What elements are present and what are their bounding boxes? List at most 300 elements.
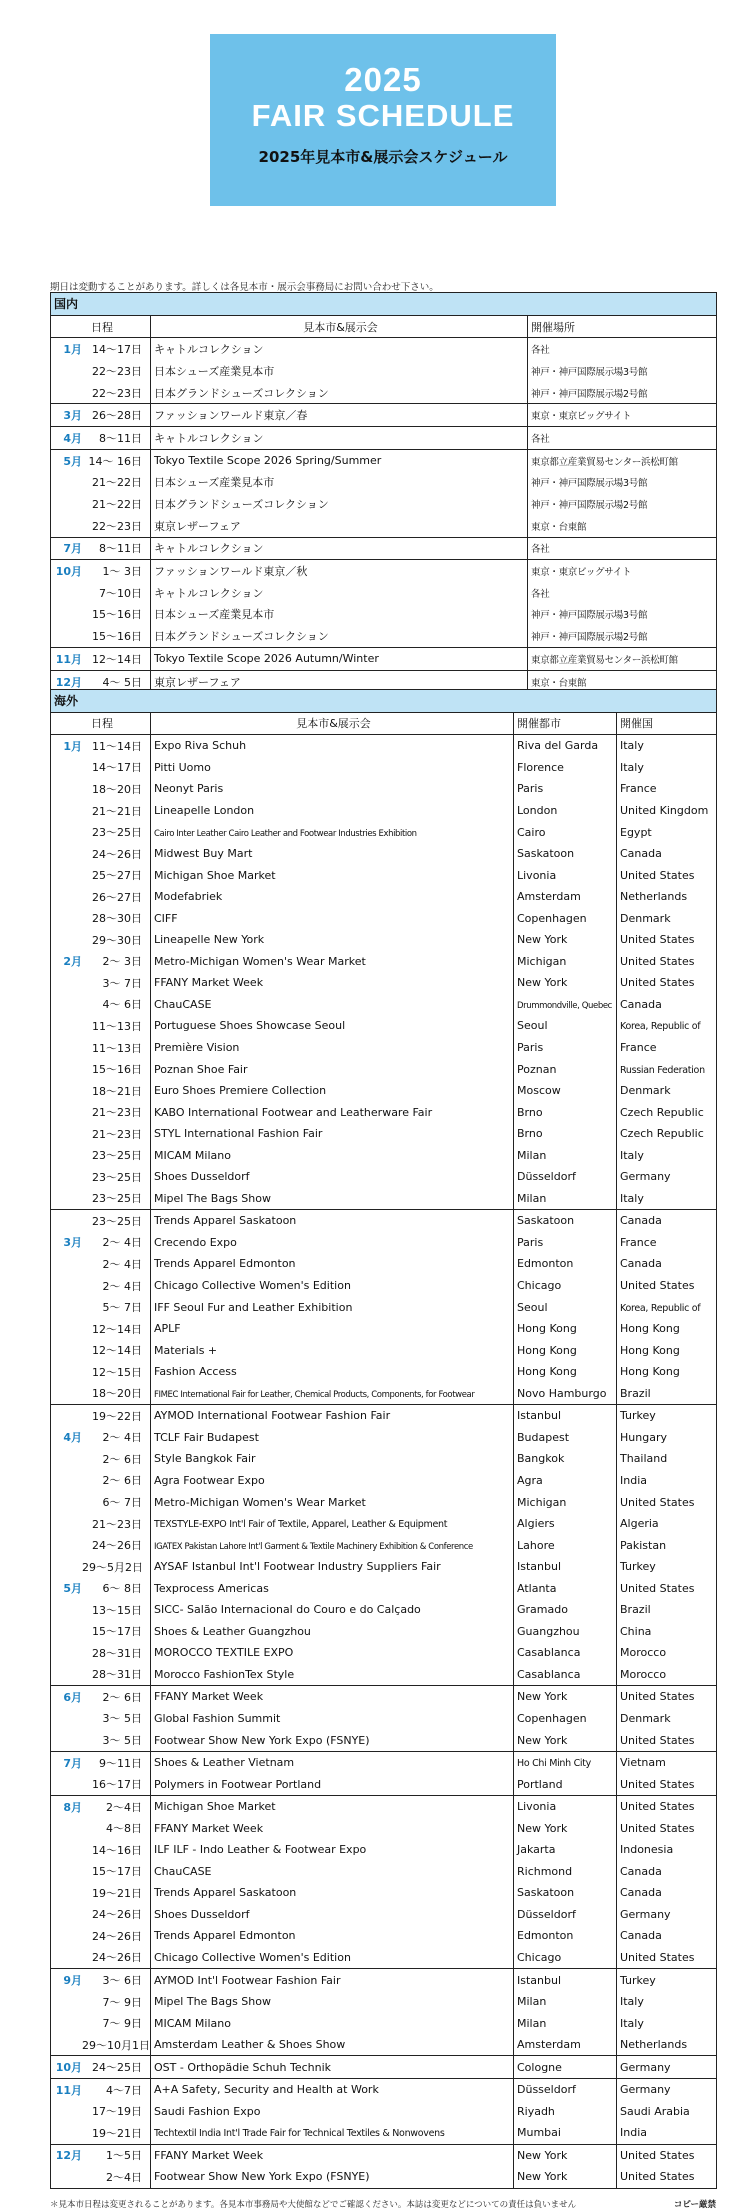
event-name-text: Lineapelle London [154, 804, 255, 817]
table-row [51, 1577, 717, 1599]
date-cell [51, 1188, 151, 1210]
country-text: Morocco [620, 1646, 667, 1660]
country [617, 1275, 717, 1297]
day-range: 21～22日 [92, 498, 142, 512]
day-range: 23～25日 [92, 826, 142, 840]
day-range: 26～28日 [92, 409, 142, 423]
city [514, 886, 617, 908]
venue [528, 472, 717, 494]
country [617, 778, 717, 800]
event-name-text: ChauCASE [154, 1864, 212, 1878]
date-cell [51, 1969, 151, 1991]
day-range: 15～17日 [92, 1625, 142, 1639]
event-name [151, 1253, 514, 1275]
day-range: 4～ 5日 [102, 675, 142, 689]
event-name [151, 493, 528, 515]
event-name-text: Cairo Inter Leather Cairo Leather and Footwear Industries Exhibition [154, 828, 417, 839]
table-row [51, 1123, 717, 1145]
city-text: Paris [517, 782, 544, 796]
country [617, 1729, 717, 1751]
city [514, 2079, 617, 2101]
country [617, 1188, 717, 1210]
event-name [151, 1491, 514, 1513]
country-text: Germany [620, 1907, 671, 1921]
venue-text: 東京・東京ビッグサイト [531, 411, 632, 423]
city-text: Milan [517, 2016, 547, 2030]
date-cell [51, 886, 151, 908]
month-label: 10月 [55, 565, 82, 579]
date-cell [51, 843, 151, 865]
day-range: 1～5日 [106, 2149, 142, 2163]
banner-title: FAIR SCHEDULE [251, 98, 515, 133]
country [617, 1621, 717, 1643]
city [514, 1427, 617, 1449]
date-cell [51, 1577, 151, 1599]
country-text: United States [620, 954, 695, 968]
table-row [51, 1534, 717, 1556]
event-name [151, 951, 514, 973]
country [617, 1232, 717, 1254]
city [514, 864, 617, 886]
date-cell [51, 929, 151, 951]
event-name [151, 1123, 514, 1145]
venue-text: 東京・東京ビッグサイト [531, 567, 632, 579]
city-text: Riva del Garda [517, 739, 599, 753]
event-name [151, 1470, 514, 1492]
banner-subtitle: 2025年見本市&展示会スケジュール [258, 148, 508, 166]
country-text: Canada [620, 997, 662, 1011]
table-row [51, 1405, 717, 1427]
day-range: 4～7日 [106, 2083, 142, 2097]
table-row [51, 1080, 717, 1102]
day-range: 3～ 5日 [102, 1734, 142, 1748]
day-range: 7～10日 [99, 586, 142, 600]
event-name-text: 日本シューズ産業見本市 [154, 364, 275, 378]
city-text: Michigan [517, 1495, 567, 1509]
date-cell [51, 1861, 151, 1883]
header-venue: 開催場所 [528, 315, 717, 338]
day-range: 12～15日 [92, 1365, 142, 1379]
footer [50, 2198, 716, 2210]
table-row [51, 1795, 717, 1817]
city [514, 1405, 617, 1427]
day-range: 4～ 6日 [102, 998, 142, 1012]
event-name [151, 1947, 514, 1969]
city-text: Livonia [517, 1800, 557, 1814]
city [514, 1577, 617, 1599]
city [514, 1318, 617, 1340]
city [514, 1339, 617, 1361]
date-cell [51, 1275, 151, 1297]
table-row [51, 427, 717, 450]
city [514, 1210, 617, 1232]
table-row [51, 382, 717, 404]
day-range: 28～31日 [92, 1646, 142, 1660]
table-row [51, 449, 717, 471]
event-name-text: MICAM Milano [154, 1148, 231, 1162]
city [514, 907, 617, 929]
day-range: 2～4日 [106, 1800, 142, 1814]
city-text: Gramado [517, 1603, 568, 1617]
country-text: Turkey [620, 1560, 656, 1574]
country [617, 1773, 717, 1795]
country [617, 1383, 717, 1405]
table-row [51, 560, 717, 582]
day-range: 11～14日 [92, 739, 142, 753]
event-name-text: Mipel The Bags Show [154, 1191, 271, 1205]
event-name-text: Neonyt Paris [154, 782, 224, 796]
country-text: Morocco [620, 1667, 667, 1681]
country-text: Pakistan [620, 1538, 667, 1552]
event-name-text: Metro-Michigan Women's Wear Market [154, 1495, 366, 1509]
event-name [151, 1861, 514, 1883]
venue-text: 各社 [531, 544, 550, 556]
city-text: Casablanca [517, 1667, 581, 1681]
event-name-text: Techtextil India Int'l Trade Fair for Technical Textiles & Nonwovens [154, 2128, 445, 2140]
day-range: 14～17日 [92, 343, 142, 357]
event-name [151, 994, 514, 1016]
country-text: United States [620, 933, 695, 947]
city [514, 1708, 617, 1730]
table-row [51, 1817, 717, 1839]
country-text: China [620, 1624, 652, 1638]
day-range: 11～13日 [92, 1041, 142, 1055]
day-range: 24～26日 [92, 1929, 142, 1943]
date-cell [51, 778, 151, 800]
city [514, 1491, 617, 1513]
event-name-text: Materials + [154, 1343, 218, 1357]
city-text: Hong Kong [517, 1343, 577, 1357]
city [514, 1795, 617, 1817]
date-cell [51, 864, 151, 886]
venue-text: 神戸・神戸国際展示場3号館 [531, 366, 648, 378]
table-row [51, 1642, 717, 1664]
event-name [151, 2144, 514, 2166]
event-name [151, 1080, 514, 1102]
city-text: New York [517, 1733, 568, 1747]
event-name [151, 1275, 514, 1297]
event-name-text: IGATEX Pakistan Lahore Int'l Garment & Textile Machinery Exhibition & Conference [154, 1541, 473, 1552]
day-range: 23～25日 [92, 1192, 142, 1206]
event-name-text: 日本シューズ産業見本市 [154, 608, 275, 622]
venue-text: 神戸・神戸国際展示場3号館 [531, 478, 648, 490]
event-name-text: Shoes Dusseldorf [154, 1170, 250, 1184]
event-name-text: A+A Safety, Security and Health at Work [154, 2083, 379, 2097]
month-label: 7月 [63, 1756, 82, 1770]
city-text: Algiers [517, 1517, 555, 1531]
city-text: Ho Chi Minh City [517, 1758, 592, 1770]
table-row [51, 2122, 717, 2144]
date-cell [51, 1232, 151, 1254]
date-cell [51, 427, 151, 450]
table-row [51, 886, 717, 908]
venue [528, 382, 717, 404]
country-text: Hong Kong [620, 1343, 680, 1357]
city [514, 2034, 617, 2056]
city-text: Düsseldorf [517, 1907, 576, 1921]
event-name [151, 537, 528, 560]
month-label: 12月 [55, 2149, 82, 2163]
event-name-text: Tokyo Textile Scope 2026 Spring/Summer [154, 454, 382, 468]
country [617, 1991, 717, 2013]
venue [528, 338, 717, 360]
date-cell [51, 1991, 151, 2013]
city-text: Casablanca [517, 1646, 581, 1660]
country-text: Canada [620, 1257, 662, 1271]
table-row [51, 1015, 717, 1037]
table-row [51, 1037, 717, 1059]
country-text: Saudi Arabia [620, 2104, 690, 2118]
day-range: 22～23日 [92, 519, 142, 533]
event-name [151, 1795, 514, 1817]
city [514, 1664, 617, 1686]
country [617, 800, 717, 822]
month-label: 11月 [55, 2083, 82, 2097]
country-text: Egypt [620, 825, 652, 839]
country-text: United States [620, 868, 695, 882]
event-name [151, 2166, 514, 2188]
table-row [51, 472, 717, 494]
city [514, 1686, 617, 1708]
venue [528, 648, 717, 671]
event-name [151, 1642, 514, 1664]
country [617, 843, 717, 865]
event-name [151, 1448, 514, 1470]
date-cell [51, 821, 151, 843]
venue-text: 東京・台東館 [531, 677, 587, 689]
country-text: India [620, 1473, 647, 1487]
country [617, 2101, 717, 2123]
date-cell [51, 1383, 151, 1405]
event-name [151, 1210, 514, 1232]
city-text: New York [517, 933, 568, 947]
country [617, 2122, 717, 2144]
city-text: Poznan [517, 1062, 557, 1076]
venue-text: 神戸・神戸国際展示場3号館 [531, 610, 648, 622]
city-text: Agra [517, 1473, 543, 1487]
table-row [51, 821, 717, 843]
venue-text: 各社 [531, 588, 550, 600]
country [617, 1599, 717, 1621]
day-range: 21～23日 [92, 1517, 142, 1531]
city [514, 1534, 617, 1556]
venue [528, 582, 717, 604]
date-cell [51, 1361, 151, 1383]
event-name [151, 604, 528, 626]
date-cell [51, 1904, 151, 1926]
city-text: Istanbul [517, 1409, 562, 1423]
country [617, 2056, 717, 2079]
date-cell [51, 1773, 151, 1795]
event-name-text: Amsterdam Leather & Shoes Show [154, 2038, 346, 2052]
date-cell [51, 972, 151, 994]
event-name-text: Euro Shoes Premiere Collection [154, 1084, 327, 1098]
day-range: 2～ 6日 [102, 1690, 142, 1704]
city-text: Jakarta [517, 1843, 556, 1857]
event-name [151, 1144, 514, 1166]
country-text: France [620, 1235, 657, 1249]
date-cell [51, 1947, 151, 1969]
event-name [151, 929, 514, 951]
month-label: 6月 [63, 1690, 82, 1704]
country-text: Canada [620, 1886, 662, 1900]
city-text: Düsseldorf [517, 1170, 576, 1184]
country-text: Germany [620, 2083, 671, 2097]
table-row [51, 778, 717, 800]
city [514, 2012, 617, 2034]
date-cell [51, 537, 151, 560]
event-name-text: OST - Orthopädie Schuh Technik [154, 2060, 332, 2074]
city-text: Cairo [517, 825, 546, 839]
city-text: Portland [517, 1777, 563, 1791]
month-label: 5月 [63, 454, 82, 468]
table-row [51, 1210, 717, 1232]
event-name [151, 1729, 514, 1751]
event-name-text: Trends Apparel Edmonton [154, 1929, 296, 1943]
city [514, 972, 617, 994]
day-range: 2～4日 [106, 2170, 142, 2184]
country [617, 1080, 717, 1102]
city [514, 800, 617, 822]
table-row [51, 1253, 717, 1275]
event-name [151, 735, 514, 757]
country-text: Turkey [620, 1973, 656, 1987]
country-text: United States [620, 2148, 695, 2162]
event-name [151, 1361, 514, 1383]
country-text: Canada [620, 847, 662, 861]
event-name-text: AYSAF Istanbul Int'l Footwear Industry Suppliers Fair [154, 1560, 441, 1574]
event-name-text: Trends Apparel Saskatoon [154, 1886, 297, 1900]
city-text: Livonia [517, 868, 557, 882]
country-text: Korea, Republic of [620, 1021, 701, 1033]
day-range: 19～22日 [92, 1409, 142, 1423]
country-text: Thailand [620, 1452, 668, 1466]
venue [528, 560, 717, 582]
day-range: 29～5月2日 [82, 1560, 143, 1574]
date-cell [51, 2034, 151, 2056]
event-name-text: AYMOD International Footwear Fashion Fair [154, 1409, 391, 1423]
country [617, 1577, 717, 1599]
event-name-text: 東京レザーフェア [154, 675, 241, 689]
event-name [151, 1534, 514, 1556]
city-text: Cologne [517, 2060, 562, 2074]
country [617, 1101, 717, 1123]
country-text: United Kingdom [620, 804, 709, 817]
event-name-text: SICC- Salão Internacional do Couro e do Calçado [154, 1603, 421, 1617]
header-dates: 日程 [51, 315, 151, 338]
day-range: 22～23日 [92, 386, 142, 400]
event-name [151, 1296, 514, 1318]
table-row [51, 1621, 717, 1643]
table-row [51, 1101, 717, 1123]
city-text: Moscow [517, 1084, 561, 1098]
date-cell [51, 1123, 151, 1145]
event-name [151, 560, 528, 582]
event-name-text: AYMOD Int'l Footwear Fashion Fair [154, 1973, 341, 1987]
day-range: 2～ 3日 [102, 955, 142, 969]
country-text: Netherlands [620, 2038, 688, 2052]
event-name [151, 1817, 514, 1839]
city-text: Brno [517, 1105, 543, 1119]
event-name-text: 日本グランドシューズコレクション [154, 386, 329, 400]
city [514, 1773, 617, 1795]
event-name-text: ファッションワールド東京／春 [154, 409, 308, 423]
country [617, 1686, 717, 1708]
date-cell [51, 1621, 151, 1643]
country [617, 1339, 717, 1361]
country-text: Czech Republic [620, 1127, 704, 1141]
event-name-text: Expo Riva Schuh [154, 739, 247, 753]
event-name-text: 日本グランドシューズコレクション [154, 498, 329, 512]
day-range: 24～26日 [92, 1908, 142, 1922]
day-range: 12～14日 [92, 1322, 142, 1336]
city-text: Paris [517, 1235, 544, 1249]
day-range: 6～ 7日 [102, 1496, 142, 1509]
city [514, 1817, 617, 1839]
table-row [51, 582, 717, 604]
city-text: Copenhagen [517, 911, 587, 925]
table-row [51, 1773, 717, 1795]
event-name-text: Trends Apparel Edmonton [154, 1257, 296, 1271]
country-text: United States [620, 1950, 695, 1964]
country-text: Brazil [620, 1603, 651, 1617]
event-name [151, 1925, 514, 1947]
city [514, 2144, 617, 2166]
header-event: 見本市&展示会 [151, 712, 514, 735]
event-name [151, 1577, 514, 1599]
city-text: Milan [517, 1191, 547, 1205]
city [514, 1599, 617, 1621]
day-range: 8～11日 [99, 431, 142, 445]
day-range: 23～25日 [92, 1149, 142, 1163]
event-name-text: Chicago Collective Women's Edition [154, 1950, 351, 1964]
day-range: 8～11日 [99, 542, 142, 556]
country [617, 1513, 717, 1535]
event-name-text: キャトルコレクション [154, 343, 264, 357]
date-cell [51, 2012, 151, 2034]
table-row [51, 864, 717, 886]
city-text: Mumbai [517, 2126, 561, 2140]
city-text: Novo Hamburgo [517, 1386, 607, 1400]
month-label: 1月 [63, 739, 82, 753]
city-text: Michigan [517, 954, 567, 968]
city [514, 1166, 617, 1188]
date-cell [51, 1599, 151, 1621]
event-name-text: Crecendo Expo [154, 1235, 237, 1249]
date-cell [51, 560, 151, 582]
city-text: Istanbul [517, 1560, 562, 1574]
event-name-text: Shoes & Leather Guangzhou [154, 1624, 311, 1638]
event-name-text: キャトルコレクション [154, 586, 264, 600]
table-row [51, 1448, 717, 1470]
table-row [51, 1556, 717, 1578]
event-name-text: Saudi Fashion Expo [154, 2104, 261, 2118]
event-name-text: ファッションワールド東京／秋 [154, 565, 308, 579]
date-cell [51, 2079, 151, 2101]
event-name-text: Polymers in Footwear Portland [154, 1777, 322, 1791]
country [617, 951, 717, 973]
day-range: 24～25日 [92, 2061, 142, 2075]
table-row [51, 907, 717, 929]
venue [528, 493, 717, 515]
city [514, 1448, 617, 1470]
event-name-text: MOROCCO TEXTILE EXPO [154, 1646, 294, 1660]
event-name-text: Michigan Shoe Market [154, 868, 276, 882]
date-cell [51, 951, 151, 973]
table-row [51, 1188, 717, 1210]
table-row [51, 1925, 717, 1947]
country-text: United States [620, 1777, 695, 1791]
